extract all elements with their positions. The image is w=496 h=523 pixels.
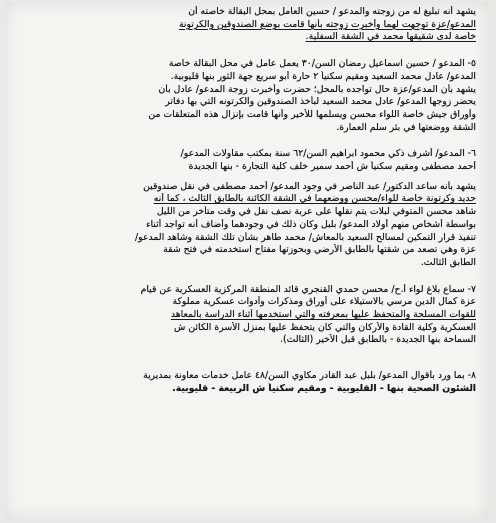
text-line: وأوراق جيش خاصة اللواء محسن ويسلمها للأخير وأنها قامت بإنزال هذه المتعلقات من [148,108,476,120]
text-line: للقوات المسلحة والمتحفظ عليها بمعرفته والتي استخدمها أثناء الدراسة بالمعاهد [170,309,476,321]
text-line: يشهد أنه تبليغ له من زوجته والمدعو / حسين العامل بمحل البقالة خاصته أن [188,6,476,17]
paragraph-6 [14,148,476,269]
text-line: الشقة ووضعتها في بئر سلم العمارة. [336,121,476,133]
intro-paragraph [14,6,476,44]
text-line: ٦- المدعو/ أشرف ذكي محمود ابراهيم السن/٦٢ سنة بمكتب مقاولات المدعو/ [180,148,476,160]
text-line: عزة وهي تصعد من شقتها بالطابق الأرضي وبحوزتها مفتاح استخدمته في فتح شقة [163,244,476,256]
text-line: تنفيذ قرار التمكين لمسالح السعيد بالمعاش/ محمد طاهر بشأن تلك الشقة وشاهد المدعو/ [135,231,476,243]
text-line: ٧- سماع بلاغ لواء أ.ح/ محسن حمدي القنجري قائد المنطقة المركزية العسكرية عن قيام [140,283,476,295]
text-line: عزة كمال الدين مرسي بالاستيلاء على أوراق ومذكرات وأدوات عسكرية مملوكة [172,296,476,308]
text-line: يحضر زوجها المدعو/ عادل محمد السعيد لبأخذ الصندوقين والكرتونه التي بها دفاتر [165,96,476,108]
document-page [4,2,488,519]
paragraph-8 [14,370,476,395]
text-line: ٨- بما ورد بأقوال المدعو/ بلبل عبد القادر مكاوي السن/٤٨ عامل خدمات معاونة بمديرية [143,370,476,382]
text-line: حديد وكرتونة خاصة للواء/محسن ووضعهما في الشقة الكائنة بالطابق الثالث ، كما أنه [153,193,476,205]
text-line: يشهد بأنه ساعد الدكتور/ عبد الناصر في وجود المدعو/ أحمد مصطفى في نقل صندوقين [143,180,476,192]
text-line: الشئون الصحية بنها - القليوبية - ومقيم سكنياً ش الربيعة - قليوبية. [172,382,476,394]
text-line: خاصة لدى شقيقها محمد في الشقة السفلية. [305,31,476,43]
text-line: أحمد مصطفى ومقيم سكنياً ش أحمد سمير خلف كلية التجارة - بنها الجديدة [188,161,476,173]
text-line: يشهد بأن المدعو/عزة حال تواجده بالمحل؛ حضرت وأخبرت زوجة المدعو/ عادل بأن [158,83,476,95]
text-line: ٥- المدعو / حسين اسماعيل رمضان السن/٣٠ يعمل عامل في محل البقالة خاصة [168,58,476,70]
underlined-text: المدعو/عزة توجهت لهما وأخبرت زوجته بأنها قامت بوضع الصندوقين والكرتونة [178,18,476,30]
text-line: السماحة بنها الجديدة - بالطابق قبل الأخير (الثالث). [280,334,476,346]
text-line: المدعو/ عادل محمد السعيد ومقيم سكنياً ٢ حارة أبو سريع جهة الثور بنها قليوبية. [170,70,476,82]
text-line: الطابق الثالث. [420,256,476,268]
paragraph-7 [14,284,476,348]
text-line [14,19,476,32]
document-body [14,6,476,515]
text-line: شاهد محسن المتوفي لبلات يتم نقلها على عربة نصف نقل في وقت متأخر من الليل [156,206,476,218]
paragraph-5 [14,58,476,134]
text-line: العسكرية وكلية القادة والأركان والتي كان يتحفظ عليها بمنزل الأسرة الكائن ش [174,321,476,333]
text-line: بواسطة أشخاص منهم أولاد المدعو/ بلبل وكان ذلك في وجودهما وأضاف أنه تواجد أثناء [146,218,476,230]
